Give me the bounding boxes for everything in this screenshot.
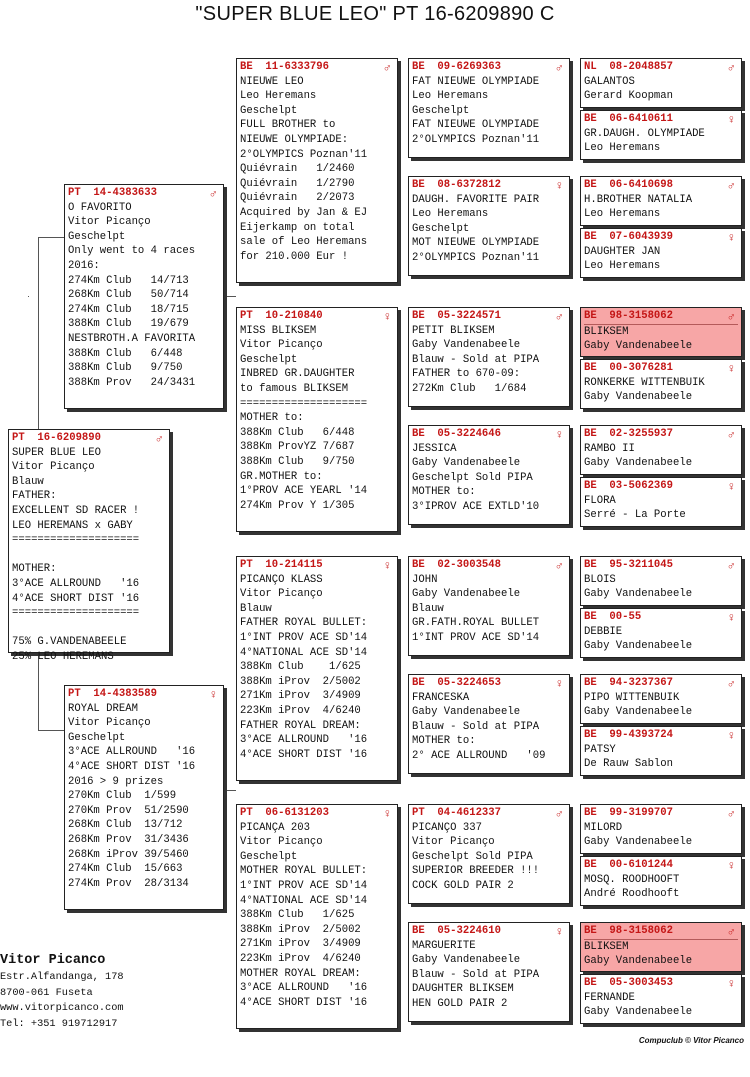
male-symbol-icon: ♂ bbox=[383, 61, 391, 75]
pedigree-box-gen3 bbox=[408, 58, 570, 158]
pedigree-line: 3°ACE ALLROUND '16 bbox=[12, 577, 140, 590]
pedigree-line: 268Km Club 50/714 bbox=[68, 289, 189, 302]
pedigree-box-gen4 bbox=[580, 477, 742, 527]
pedigree-box-gen3 bbox=[408, 804, 570, 904]
pedigree-line: Only went to 4 races bbox=[68, 245, 196, 258]
pedigree-box-sire-dam bbox=[236, 307, 398, 532]
pedigree-line: 2° ACE ALLROUND '09 bbox=[412, 749, 546, 762]
pedigree-box-gen3 bbox=[408, 307, 570, 407]
pedigree-line: 274Km Club 15/663 bbox=[68, 863, 183, 876]
pedigree-box-dam-dam bbox=[236, 804, 398, 1029]
pedigree-box-gen4 bbox=[580, 674, 742, 724]
ring-number: BE 95-3211045 bbox=[584, 559, 674, 571]
pedigree-line: Gaby Vandenabeele bbox=[412, 588, 521, 601]
pedigree-line: FAT NIEUWE OLYMPIADE bbox=[412, 119, 540, 132]
pedigree-box-gen3 bbox=[408, 674, 570, 774]
pedigree-line: O FAVORITO bbox=[68, 201, 132, 214]
pedigree-line: PICANÇA 203 bbox=[240, 821, 310, 834]
ring-number: BE 06-6410611 bbox=[584, 113, 674, 125]
pedigree-line: 268Km Club 13/712 bbox=[68, 819, 183, 832]
pedigree-line: 274Km Prov 28/3134 bbox=[68, 877, 189, 890]
pedigree-line: Gaby Vandenabeele bbox=[412, 954, 521, 967]
pedigree-line: 1°INT PROV ACE SD'14 bbox=[412, 631, 540, 644]
pedigree-line: Geschelpt bbox=[240, 104, 298, 117]
ring-number: BE 99-4393724 bbox=[584, 729, 674, 741]
pedigree-line: RAMBO II bbox=[584, 442, 635, 455]
ring-number: PT 14-4383589 bbox=[68, 688, 158, 700]
ring-number: BE 11-6333796 bbox=[240, 61, 330, 73]
pedigree-line: BLIKSEM bbox=[584, 939, 738, 955]
pedigree-line: MILORD bbox=[584, 821, 623, 834]
pedigree-line: 388Km Club 1/625 bbox=[240, 661, 361, 674]
pedigree-line: FRANCESKA bbox=[412, 691, 470, 704]
pedigree-line: Quiévrain 1/2790 bbox=[240, 177, 355, 190]
female-symbol-icon: ♀ bbox=[727, 859, 735, 873]
connector-line bbox=[222, 790, 236, 791]
pedigree-line: 1°INT PROV ACE SD'14 bbox=[240, 631, 368, 644]
pedigree-line: 1°PROV ACE YEARL '14 bbox=[240, 485, 368, 498]
pedigree-box-sire bbox=[64, 184, 224, 409]
pedigree-line: Blauw - Sold at PIPA bbox=[412, 720, 540, 733]
pedigree-line: Gaby Vandenabeele bbox=[584, 1006, 693, 1019]
pedigree-line: SUPERIOR BREEDER !!! bbox=[412, 865, 540, 878]
pedigree-line: 25% LEO HEREMANS bbox=[12, 650, 114, 663]
ring-number: BE 02-3255937 bbox=[584, 428, 674, 440]
pedigree-line: Geschelpt bbox=[68, 230, 126, 243]
ring-number: BE 07-6043939 bbox=[584, 231, 674, 243]
pedigree-line: 3°ACE ALLROUND '16 bbox=[68, 746, 196, 759]
pedigree-line: JOHN bbox=[412, 573, 438, 586]
pedigree-line: LEO HEREMANS x GABY bbox=[12, 519, 133, 532]
pedigree-box-gen4 bbox=[580, 176, 742, 226]
page-title: "SUPER BLUE LEO" PT 16-6209890 C bbox=[195, 3, 555, 25]
pedigree-line: 271Km iProv 3/4909 bbox=[240, 938, 361, 951]
pedigree-line: 274Km Club 14/713 bbox=[68, 274, 189, 287]
pedigree-line: 2°OLYMPICS Poznan'11 bbox=[412, 133, 540, 146]
pedigree-box-gen4 bbox=[580, 58, 742, 108]
pedigree-line: Gaby Vandenabeele bbox=[584, 457, 693, 470]
ring-number: BE 00-55 bbox=[584, 611, 642, 623]
pedigree-box-gen4 bbox=[580, 726, 742, 776]
ring-number: BE 05-3224610 bbox=[412, 925, 502, 937]
pedigree-line: Geschelpt Sold PIPA bbox=[412, 850, 533, 863]
pedigree-line: 2016 > 9 prizes bbox=[68, 775, 164, 788]
pedigree-line: Leo Heremans bbox=[584, 260, 661, 273]
pedigree-line: GR.MOTHER to: bbox=[240, 470, 323, 483]
pedigree-line: BLIKSEM bbox=[584, 324, 738, 340]
male-symbol-icon: ♂ bbox=[727, 925, 735, 939]
pedigree-box-gen3 bbox=[408, 425, 570, 525]
breeder-name: Vitor Picanco bbox=[0, 953, 106, 968]
female-symbol-icon: ♀ bbox=[555, 925, 563, 939]
pedigree-box-gen4 bbox=[580, 608, 742, 658]
pedigree-line: Vitor Picanço bbox=[68, 717, 151, 730]
pedigree-box-gen3 bbox=[408, 176, 570, 276]
pedigree-line: FLORA bbox=[584, 494, 616, 507]
ring-number: PT 14-4383633 bbox=[68, 187, 158, 199]
phone-line: Tel: +351 919712917 bbox=[0, 1017, 118, 1030]
pedigree-line: Blauw - Sold at PIPA bbox=[412, 968, 540, 981]
pedigree-line: Geschelpt Sold PIPA bbox=[412, 471, 533, 484]
pedigree-line: Blauw bbox=[240, 602, 272, 615]
male-symbol-icon: ♂ bbox=[727, 807, 735, 821]
ring-number: BE 99-3199707 bbox=[584, 807, 674, 819]
ring-number: BE 98-3158062 bbox=[584, 925, 674, 937]
pedigree-line: to famous BLIKSEM bbox=[240, 382, 349, 395]
software-credit: Compuclub © Vitor Picanco bbox=[638, 1036, 744, 1045]
pedigree-line: sale of Leo Heremans bbox=[240, 236, 368, 249]
ring-number: BE 05-3224571 bbox=[412, 310, 502, 322]
pedigree-line: 4°ACE SHORT DIST '16 bbox=[12, 592, 140, 605]
pedigree-line: 223Km iProv 4/6240 bbox=[240, 952, 361, 965]
connector-line bbox=[28, 296, 29, 297]
pedigree-line: Blauw - Sold at PIPA bbox=[412, 353, 540, 366]
pedigree-line: 4°ACE SHORT DIST '16 bbox=[240, 748, 368, 761]
pedigree-line: PATSY bbox=[584, 743, 616, 756]
pedigree-line: MOTHER ROYAL BULLET: bbox=[240, 865, 368, 878]
pedigree-line: SUPER BLUE LEO bbox=[12, 446, 102, 459]
pedigree-line: Gaby Vandenabeele bbox=[584, 706, 693, 719]
pedigree-line: 388Km iProv 2/5002 bbox=[240, 675, 361, 688]
ring-number: PT 04-4612337 bbox=[412, 807, 502, 819]
pedigree-line: 388Km Club 19/679 bbox=[68, 318, 189, 331]
pedigree-line: Vitor Picanço bbox=[12, 461, 95, 474]
pedigree-box-gen4 bbox=[580, 856, 742, 906]
female-symbol-icon: ♀ bbox=[383, 807, 391, 821]
pedigree-line: Quiévrain 2/2073 bbox=[240, 192, 355, 205]
pedigree-line: 223Km iProv 4/6240 bbox=[240, 704, 361, 717]
pedigree-line: Gaby Vandenabeele bbox=[584, 391, 693, 404]
female-symbol-icon: ♀ bbox=[727, 729, 735, 743]
pedigree-line bbox=[12, 621, 166, 636]
male-symbol-icon: ♂ bbox=[555, 310, 563, 324]
male-symbol-icon: ♂ bbox=[209, 187, 217, 201]
pedigree-box-gen3 bbox=[408, 922, 570, 1022]
pedigree-box-gen4 bbox=[580, 922, 742, 972]
female-symbol-icon: ♀ bbox=[727, 480, 735, 494]
pedigree-line: EXCELLENT SD RACER ! bbox=[12, 504, 140, 517]
pedigree-line: PETIT BLIKSEM bbox=[412, 324, 495, 337]
pedigree-box-sire-sire bbox=[236, 58, 398, 283]
pedigree-line: ==================== bbox=[240, 397, 368, 410]
pedigree-line: 268Km iProv 39/5460 bbox=[68, 848, 189, 861]
pedigree-line: 1°INT PROV ACE SD'14 bbox=[240, 879, 368, 892]
pedigree-line: 388Km ProvYZ 7/687 bbox=[240, 441, 355, 454]
pedigree-line: Vitor Picanço bbox=[240, 339, 323, 352]
pedigree-line: FULL BROTHER to bbox=[240, 119, 336, 132]
postcode-line: 8700-061 Fuseta bbox=[0, 986, 93, 999]
ring-number: PT 16-6209890 bbox=[12, 432, 102, 444]
connector-line bbox=[38, 237, 39, 433]
pedigree-line: MARGUERITE bbox=[412, 939, 476, 952]
pedigree-line: Gaby Vandenabeele bbox=[584, 340, 693, 353]
pedigree-line: Leo Heremans bbox=[412, 90, 489, 103]
pedigree-line: NIEUWE LEO bbox=[240, 75, 304, 88]
pedigree-line: GR.FATH.ROYAL BULLET bbox=[412, 617, 540, 630]
pedigree-line: MOSQ. ROODHOOFT bbox=[584, 873, 680, 886]
pedigree-line: FATHER ROYAL BULLET: bbox=[240, 617, 368, 630]
website-link[interactable]: www.vitorpicanco.com bbox=[0, 1002, 124, 1014]
pedigree-line: Blauw bbox=[412, 602, 444, 615]
female-symbol-icon: ♀ bbox=[727, 362, 735, 376]
pedigree-line: FAT NIEUWE OLYMPIADE bbox=[412, 75, 540, 88]
pedigree-line: Leo Heremans bbox=[412, 208, 489, 221]
pedigree-box-gen4 bbox=[580, 556, 742, 606]
ring-number: BE 05-3224653 bbox=[412, 677, 502, 689]
pedigree-line: Geschelpt bbox=[68, 731, 126, 744]
pedigree-line: 272Km Club 1/684 bbox=[412, 382, 527, 395]
pedigree-line: PIPO WITTENBUIK bbox=[584, 691, 680, 704]
female-symbol-icon: ♀ bbox=[555, 428, 563, 442]
pedigree-line: GR.DAUGH. OLYMPIADE bbox=[584, 127, 705, 140]
pedigree-line: for 210.000 Eur ! bbox=[240, 250, 349, 263]
pedigree-box-gen4 bbox=[580, 228, 742, 278]
pedigree-line: PICANÇO 337 bbox=[412, 821, 482, 834]
male-symbol-icon: ♂ bbox=[727, 61, 735, 75]
pedigree-line: DAUGH. FAVORITE PAIR bbox=[412, 193, 540, 206]
pedigree-line: MOTHER: bbox=[12, 563, 57, 576]
pedigree-box-gen3 bbox=[408, 556, 570, 656]
male-symbol-icon: ♂ bbox=[555, 807, 563, 821]
ring-number: NL 08-2048857 bbox=[584, 61, 674, 73]
male-symbol-icon: ♂ bbox=[727, 677, 735, 691]
female-symbol-icon: ♀ bbox=[727, 977, 735, 991]
pedigree-line: ==================== bbox=[12, 607, 140, 620]
pedigree-line: Vitor Picanço bbox=[68, 216, 151, 229]
female-symbol-icon: ♀ bbox=[555, 677, 563, 691]
male-symbol-icon: ♂ bbox=[727, 559, 735, 573]
pedigree-line: Gaby Vandenabeele bbox=[584, 588, 693, 601]
ring-number: BE 05-3224646 bbox=[412, 428, 502, 440]
ring-number: BE 02-3003548 bbox=[412, 559, 502, 571]
pedigree-line: Serré - La Porte bbox=[584, 509, 686, 522]
pedigree-box-gen4 bbox=[580, 307, 742, 357]
pedigree-line: MOTHER to: bbox=[412, 735, 476, 748]
ring-number: BE 00-3076281 bbox=[584, 362, 674, 374]
pedigree-line: GALANTOS bbox=[584, 75, 635, 88]
breeder-contact bbox=[0, 952, 124, 1032]
pedigree-line: 388Km Prov 24/3431 bbox=[68, 376, 196, 389]
pedigree-line: FATHER ROYAL DREAM: bbox=[240, 719, 361, 732]
pedigree-line: MOTHER ROYAL DREAM: bbox=[240, 967, 361, 980]
pedigree-line: FERNANDE bbox=[584, 991, 635, 1004]
pedigree-line: Vitor Picanço bbox=[412, 836, 495, 849]
pedigree-line: Acquired by Jan & EJ bbox=[240, 206, 368, 219]
pedigree-line: Geschelpt bbox=[412, 222, 470, 235]
pedigree-line: BLOIS bbox=[584, 573, 616, 586]
pedigree-line: PICANÇO KLASS bbox=[240, 573, 323, 586]
pedigree-line: COCK GOLD PAIR 2 bbox=[412, 879, 514, 892]
pedigree-line: NIEUWE OLYMPIADE: bbox=[240, 133, 349, 146]
female-symbol-icon: ♀ bbox=[555, 179, 563, 193]
address-line: Estr.Alfandanga, 178 bbox=[0, 971, 124, 983]
pedigree-line: Vitor Picanço bbox=[240, 588, 323, 601]
pedigree-line: 3°ACE ALLROUND '16 bbox=[240, 982, 368, 995]
ring-number: BE 06-6410698 bbox=[584, 179, 674, 191]
female-symbol-icon: ♀ bbox=[727, 611, 735, 625]
pedigree-line: 75% G.VANDENABEELE bbox=[12, 636, 127, 649]
pedigree-line: 388Km Club 9/750 bbox=[240, 455, 355, 468]
pedigree-line: Gaby Vandenabeele bbox=[584, 836, 693, 849]
ring-number: BE 03-5062369 bbox=[584, 480, 674, 492]
ring-number: BE 08-6372812 bbox=[412, 179, 502, 191]
pedigree-line: ROYAL DREAM bbox=[68, 702, 138, 715]
pedigree-box-gen4 bbox=[580, 974, 742, 1024]
ring-number: BE 00-6101244 bbox=[584, 859, 674, 871]
male-symbol-icon: ♂ bbox=[727, 179, 735, 193]
ring-number: BE 98-3158062 bbox=[584, 310, 674, 322]
pedigree-line: De Rauw Sablon bbox=[584, 758, 674, 771]
ring-number: PT 10-214115 bbox=[240, 559, 323, 571]
pedigree-line: 388Km Club 6/448 bbox=[68, 347, 183, 360]
connector-line bbox=[222, 296, 236, 297]
pedigree-line: FATHER to 670-09: bbox=[412, 368, 521, 381]
pedigree-line: 388Km Club 1/625 bbox=[240, 909, 355, 922]
pedigree-line: 4°ACE SHORT DIST '16 bbox=[68, 760, 196, 773]
pedigree-line: 270Km Prov 51/2590 bbox=[68, 804, 189, 817]
pedigree-line: FATHER: bbox=[12, 490, 57, 503]
male-symbol-icon: ♂ bbox=[155, 432, 163, 446]
pedigree-line: 2°OLYMPICS Poznan'11 bbox=[240, 148, 368, 161]
pedigree-line: RONKERKE WITTENBUIK bbox=[584, 376, 705, 389]
pedigree-line: Geschelpt bbox=[240, 353, 298, 366]
ring-number: PT 06-6131203 bbox=[240, 807, 330, 819]
pedigree-line: 388Km iProv 2/5002 bbox=[240, 923, 361, 936]
pedigree-box-gen4 bbox=[580, 425, 742, 475]
pedigree-line: 3°ACE ALLROUND '16 bbox=[240, 734, 368, 747]
female-symbol-icon: ♀ bbox=[383, 559, 391, 573]
pedigree-box-gen4 bbox=[580, 804, 742, 854]
pedigree-line: 268Km Prov 31/3436 bbox=[68, 833, 189, 846]
pedigree-line: 2°OLYMPICS Poznan'11 bbox=[412, 251, 540, 264]
pedigree-line: MOTHER to: bbox=[240, 412, 304, 425]
pedigree-line: DAUGHTER JAN bbox=[584, 245, 661, 258]
pedigree-line: 4°NATIONAL ACE SD'14 bbox=[240, 894, 368, 907]
pedigree-box-dam-sire bbox=[236, 556, 398, 781]
pedigree-line bbox=[12, 548, 166, 563]
male-symbol-icon: ♂ bbox=[555, 61, 563, 75]
pedigree-line: Gaby Vandenabeele bbox=[412, 339, 521, 352]
pedigree-line: 388Km Club 6/448 bbox=[240, 426, 355, 439]
pedigree-line: 4°ACE SHORT DIST '16 bbox=[240, 996, 368, 1009]
pedigree-line: 270Km Club 1/599 bbox=[68, 790, 177, 803]
pedigree-line: NESTBROTH.A FAVORITA bbox=[68, 332, 196, 345]
female-symbol-icon: ♀ bbox=[209, 688, 217, 702]
ring-number: PT 10-210840 bbox=[240, 310, 323, 322]
pedigree-line: Vitor Picanço bbox=[240, 836, 323, 849]
ring-number: BE 05-3003453 bbox=[584, 977, 674, 989]
female-symbol-icon: ♀ bbox=[727, 113, 735, 127]
pedigree-line: MOT NIEUWE OLYMPIADE bbox=[412, 237, 540, 250]
pedigree-line: 274Km Prov Y 1/305 bbox=[240, 499, 355, 512]
pedigree-line: Geschelpt bbox=[240, 850, 298, 863]
male-symbol-icon: ♂ bbox=[727, 428, 735, 442]
pedigree-line: Gaby Vandenabeele bbox=[584, 640, 693, 653]
pedigree-line: 388Km Club 9/750 bbox=[68, 362, 183, 375]
male-symbol-icon: ♂ bbox=[555, 559, 563, 573]
pedigree-line: MISS BLIKSEM bbox=[240, 324, 317, 337]
pedigree-line: 3°IPROV ACE EXTLD'10 bbox=[412, 500, 540, 513]
pedigree-box-subject bbox=[8, 429, 170, 663]
pedigree-line: 271Km iProv 3/4909 bbox=[240, 690, 361, 703]
female-symbol-icon: ♀ bbox=[727, 231, 735, 245]
pedigree-line: Gaby Vandenabeele bbox=[412, 457, 521, 470]
pedigree-box-gen4 bbox=[580, 110, 742, 160]
pedigree-line: Leo Heremans bbox=[240, 90, 317, 103]
pedigree-line: Quiévrain 1/2460 bbox=[240, 163, 355, 176]
pedigree-line: DEBBIE bbox=[584, 625, 623, 638]
connector-line bbox=[38, 237, 64, 238]
pedigree-line: ==================== bbox=[12, 534, 140, 547]
pedigree-box-dam bbox=[64, 685, 224, 910]
pedigree-line: André Roodhooft bbox=[584, 888, 680, 901]
pedigree-line: INBRED GR.DAUGHTER bbox=[240, 368, 355, 381]
pedigree-line: Blauw bbox=[12, 475, 44, 488]
pedigree-line: MOTHER to: bbox=[412, 486, 476, 499]
pedigree-line: JESSICA bbox=[412, 442, 457, 455]
pedigree-line: 2016: bbox=[68, 259, 100, 272]
pedigree-line: H.BROTHER NATALIA bbox=[584, 193, 693, 206]
pedigree-line: Gerard Koopman bbox=[584, 90, 674, 103]
female-symbol-icon: ♀ bbox=[383, 310, 391, 324]
pedigree-line: Eijerkamp on total bbox=[240, 221, 355, 234]
pedigree-line: Gaby Vandenabeele bbox=[584, 955, 693, 968]
pedigree-line: DAUGHTER BLIKSEM bbox=[412, 983, 514, 996]
pedigree-line: Leo Heremans bbox=[584, 142, 661, 155]
pedigree-line: HEN GOLD PAIR 2 bbox=[412, 997, 508, 1010]
pedigree-line: 4°NATIONAL ACE SD'14 bbox=[240, 646, 368, 659]
pedigree-line: 274Km Club 18/715 bbox=[68, 303, 189, 316]
ring-number: BE 94-3237367 bbox=[584, 677, 674, 689]
pedigree-line: Leo Heremans bbox=[584, 208, 661, 221]
male-symbol-icon: ♂ bbox=[727, 310, 735, 324]
pedigree-line: Gaby Vandenabeele bbox=[412, 706, 521, 719]
connector-line bbox=[38, 730, 64, 731]
pedigree-line: Geschelpt bbox=[412, 104, 470, 117]
ring-number: BE 09-6269363 bbox=[412, 61, 502, 73]
pedigree-box-gen4 bbox=[580, 359, 742, 409]
